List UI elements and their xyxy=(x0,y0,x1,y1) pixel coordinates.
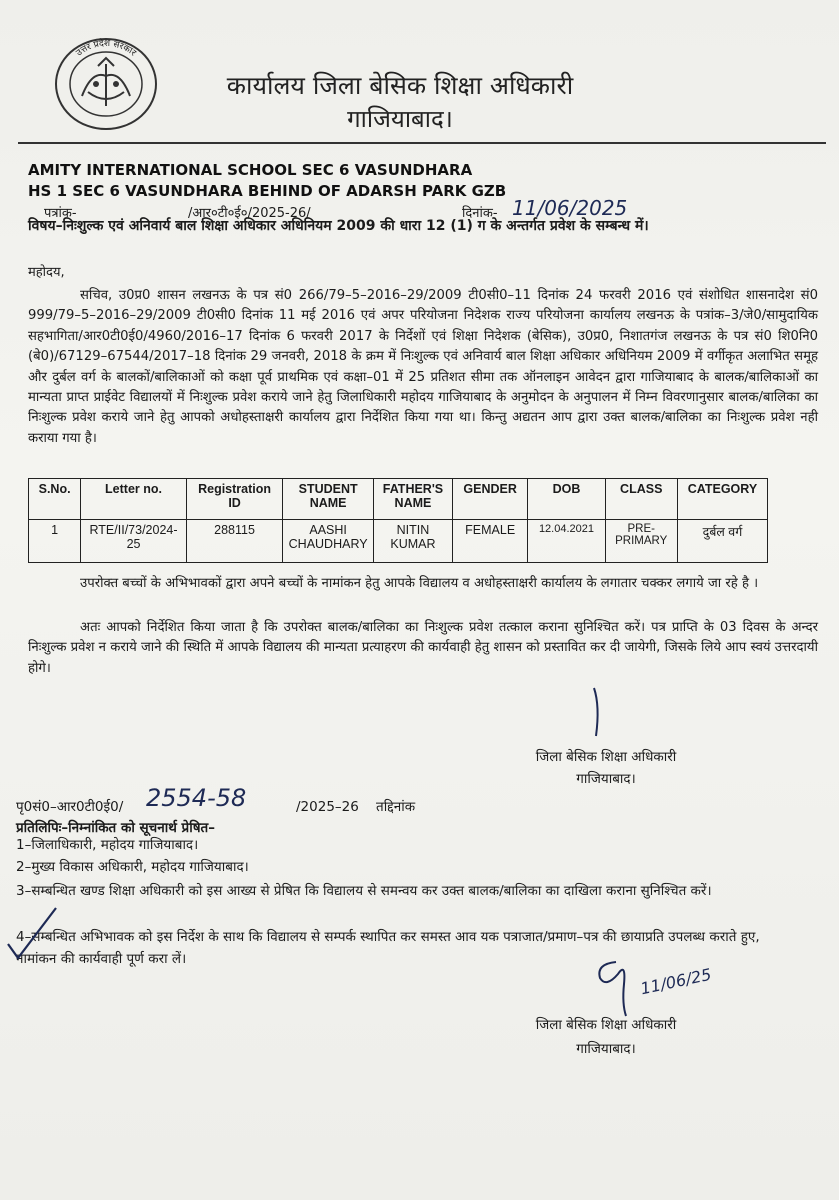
check-mark-icon xyxy=(6,904,60,964)
header-category: CATEGORY xyxy=(677,479,767,520)
ref-label: पत्रांक- xyxy=(44,206,77,221)
header-sno: S.No. xyxy=(29,479,81,520)
endorsement-number: 2554-58 xyxy=(146,784,247,812)
cell-student-name: AASHI CHAUDHARY xyxy=(283,520,374,563)
up-government-emblem-icon xyxy=(52,36,160,132)
signature-stroke-icon xyxy=(588,686,608,740)
header-registration-id: Registration ID xyxy=(186,479,283,520)
copy-item-1: 1–जिलाधिकारी, महोदय गाजियाबाद। xyxy=(16,837,199,853)
paragraph-directive: अतः आपको निर्देशित किया जाता है कि उपरोक्त बालक/बालिका का निःशुल्क प्रवेश तत्काल कराना सुनिश्चित करें। पत्र प्राप्ति के 03 दिवस के अन्दर निःशुल्क प्रवेश न कराये जाने की स्थिति में आपके विद्यालय की मान्यता प्रत्याहरण की कार्यवाही हेतु शासन को प्रस्तावित कर दी जायेगी, जिसके लिये आप स्वयं उत्तरदायी होगे। xyxy=(28,620,818,676)
subject-line: विषय–निःशुल्क एवं अनिवार्य बाल शिक्षा अधिकार अधिनियम 2009 की धारा 12 (1) ग के अन्तर्गत प्रवेश के सम्बन्ध में। xyxy=(28,218,649,234)
header-dob: DOB xyxy=(528,479,605,520)
copy-item-3: 3–सम्बन्धित खण्ड शिक्षा अधिकारी को इस आख्य से प्रेषित कि विद्यालय से समन्वय कर उक्त बालक/बालिका का दाखिला कराना सुनिश्चित करें। xyxy=(16,883,712,899)
signatory-city-2: गाजियाबाद। xyxy=(576,1041,636,1057)
header-letter-no: Letter no. xyxy=(81,479,187,520)
office-city: गाजियाबाद। xyxy=(347,105,453,133)
copy-item-2: 2–मुख्य विकास अधिकारी, महोदय गाजियाबाद। xyxy=(16,859,249,875)
ref-number: /आर०टी०ई०/2025-26/ xyxy=(188,206,311,221)
signatory-title-1: जिला बेसिक शिक्षा अधिकारी xyxy=(535,749,677,765)
date-label: दिनांक- xyxy=(462,206,498,221)
salutation: महोदय, xyxy=(28,265,65,280)
cell-gender: FEMALE xyxy=(452,520,527,563)
signature-date: 11/06/25 xyxy=(638,964,714,999)
cell-registration-id: 288115 xyxy=(186,520,283,563)
signature-scribble-icon xyxy=(586,954,646,1020)
endorsement-dated: तद्दिनांक xyxy=(376,799,416,815)
header-divider xyxy=(18,142,826,144)
copy-heading: प्रतिलिपिः–निम्नांकित को सूचनार्थ प्रेषित– xyxy=(16,820,215,836)
cell-sno: 1 xyxy=(29,520,81,563)
table-header-row xyxy=(29,479,768,520)
signatory-title-2: जिला बेसिक शिक्षा अधिकारी xyxy=(535,1017,677,1033)
header-class: CLASS xyxy=(605,479,677,520)
paragraph-parents: उपरोक्त बच्चों के अभिभावकों द्वारा अपने बच्चों के नामांकन हेतु आपके विद्यालय व अधोहस्ताक्षरी कार्यालय के लगातार चक्कर लगाये जा रहे है । xyxy=(80,576,759,591)
office-title: कार्यालय जिला बेसिक शिक्षा अधिकारी xyxy=(226,71,574,100)
school-name: AMITY INTERNATIONAL SCHOOL SEC 6 VASUNDHARA xyxy=(28,161,473,179)
copy-item-4: 4–सम्बन्धित अभिभावक को इस निर्देश के साथ कि विद्यालय से सम्पर्क स्थापित कर समस्त आव यक पत्राजात/प्रमाण–पत्र की छायाप्रति उपलब्ध कराते हुए, नामांकन की कार्यवाही पूर्ण करा लें। xyxy=(16,929,760,967)
endorsement-prefix: पृ0सं0–आर0टी0ई0/ xyxy=(16,799,124,815)
cell-dob: 12.04.2021 xyxy=(528,520,605,563)
signatory-city-1: गाजियाबाद। xyxy=(576,771,636,787)
school-address: HS 1 SEC 6 VASUNDHARA BEHIND OF ADARSH PARK GZB xyxy=(28,182,507,200)
header-gender: GENDER xyxy=(452,479,527,520)
header-student-name: STUDENT NAME xyxy=(283,479,374,520)
svg-text:उत्तर प्रदेश सरकार xyxy=(74,37,137,59)
table-row xyxy=(29,520,768,563)
cell-father-name: NITIN KUMAR xyxy=(373,520,452,563)
cell-letter-no: RTE/II/73/2024-25 xyxy=(81,520,187,563)
cell-category: दुर्बल वर्ग xyxy=(677,520,767,563)
body-paragraph: सचिव, उ0प्र0 शासन लखनऊ के पत्र सं0 266/79–5–2016–29/2009 टी0सी0–11 दिनांक 24 फरवरी 2016 एवं संशोधित शासनादेश सं0 999/79–5–2016–29/2009 टी0सी0 दिनांक 11 मई 2016 एवं अपर परियोजना निदेशक राज्य परियोजना कार्यालय लखनऊ के पत्रांक–3/जे0/सामुदायिक सहभागिता/आर0टी0ई0/4960/2016–17 दिनांक 6 फरवरी 2017 के निर्देशों एवं शिक्षा निदेशक (बेसिक), उ0प्र0, निशातगंज लखनऊ के पत्र सं0 शि0नि0 (बे0)/67129–67544/2017–18 दिनांक 29 जनवरी, 2018 के क्रम में निःशुल्क एवं अनिवार्य बाल शिक्षा अधिकार अधिनियम 2009 में वर्गीकृत अलाभित समूह और दुर्बल वर्ग के बालकों/बालिकाओं को कक्षा पूर्व प्राथमिक एवं कक्षा–01 में 25 प्रतिशत सीमा तक ऑनलाइन आवेदन द्वारा गाजियाबाद के बालक/बालिकाओं का मान्यता प्राप्त प्राईवेट विद्यालयों में निःशुल्क प्रवेश कराये जाने हेतु जिलाधिकारी महोदय गाजियाबाद के अनुमोदन के अनुपालन में निम्न विवरणानुसार बालक/बालिका का निःशुल्क प्रवेश कराये जाने हेतु आपको अधोहस्ताक्षरी कार्यालय द्वारा निर्देशित किया गया था। किन्तु अद्यतन आप द्वारा उक्त बालक/बालिका का निःशुल्क प्रवेश नही कराया गया है। xyxy=(28,288,818,446)
handwritten-date: 11/06/2025 xyxy=(512,196,628,220)
student-table xyxy=(28,478,768,563)
header-father-name: FATHER'S NAME xyxy=(373,479,452,520)
cell-class: PRE-PRIMARY xyxy=(605,520,677,563)
emblem-text: उत्तर प्रदेश सरकार xyxy=(74,38,138,59)
endorsement-year: /2025–26 xyxy=(296,799,359,815)
